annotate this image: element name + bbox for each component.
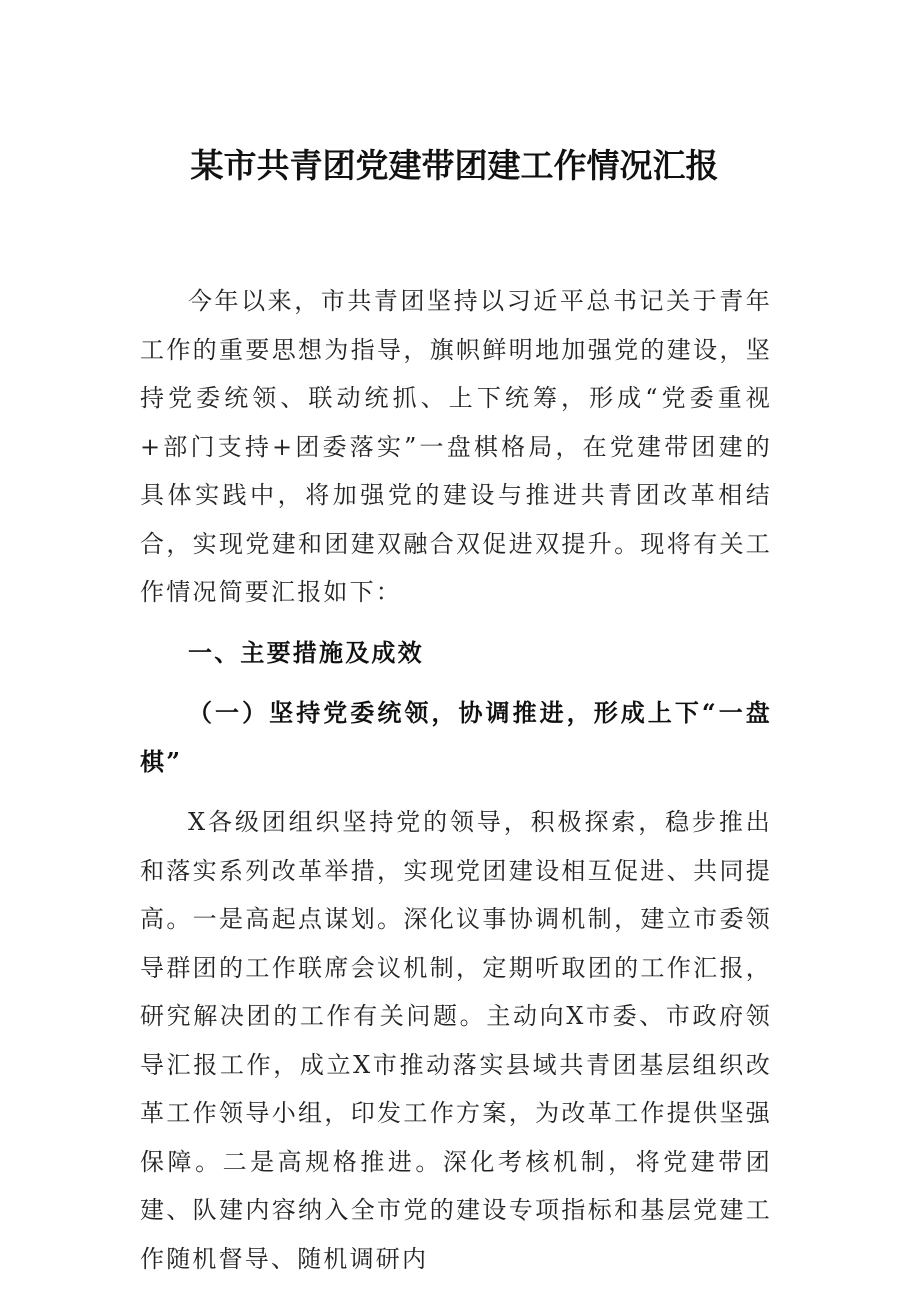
document-title: 某市共青团党建带团建工作情况汇报 [190, 146, 719, 185]
subsection-body-paragraph: X各级团组织坚持党的领导，积极探索，稳步推出和落实系列改革举措，实现党团建设相互促进、共同提高。一是高起点谋划。深化议事协调机制，建立市委领导群团的工作联席会议机制，定期听取团的工作汇报，研究解决团的工作有关问题。主动向X市委、市政府领导汇报工作，成立X市推动落实县域共青团基层组织改革工作领导小组，印发工作方案，为改革工作提供坚强保障。二是高规格推进。深化考核机制，将党建带团建、队建内容纳入全市党的建设专项指标和基层党建工作随机督导、随机调研内 [140, 808, 772, 1273]
document-body [140, 277, 772, 1295]
intro-paragraph: 今年以来，市共青团坚持以习近平总书记关于青年工作的重要思想为指导，旗帜鲜明地加强党的建设，坚持党委统领、联动统抓、上下统筹，形成“党委重视+部门支持+团委落实”一盘棋格局，在党建带团建的具体实践中，将加强党的建设与推进共青团改革相结合，实现党建和团建双融合双促进双提升。现将有关工作情况简要汇报如下： [140, 287, 772, 606]
subsection-heading-party-leadership: （一）坚持党委统领，协调推进，形成上下“一盘棋” [140, 698, 772, 776]
section-heading-main-measures: 一、主要措施及成效 [188, 637, 424, 667]
